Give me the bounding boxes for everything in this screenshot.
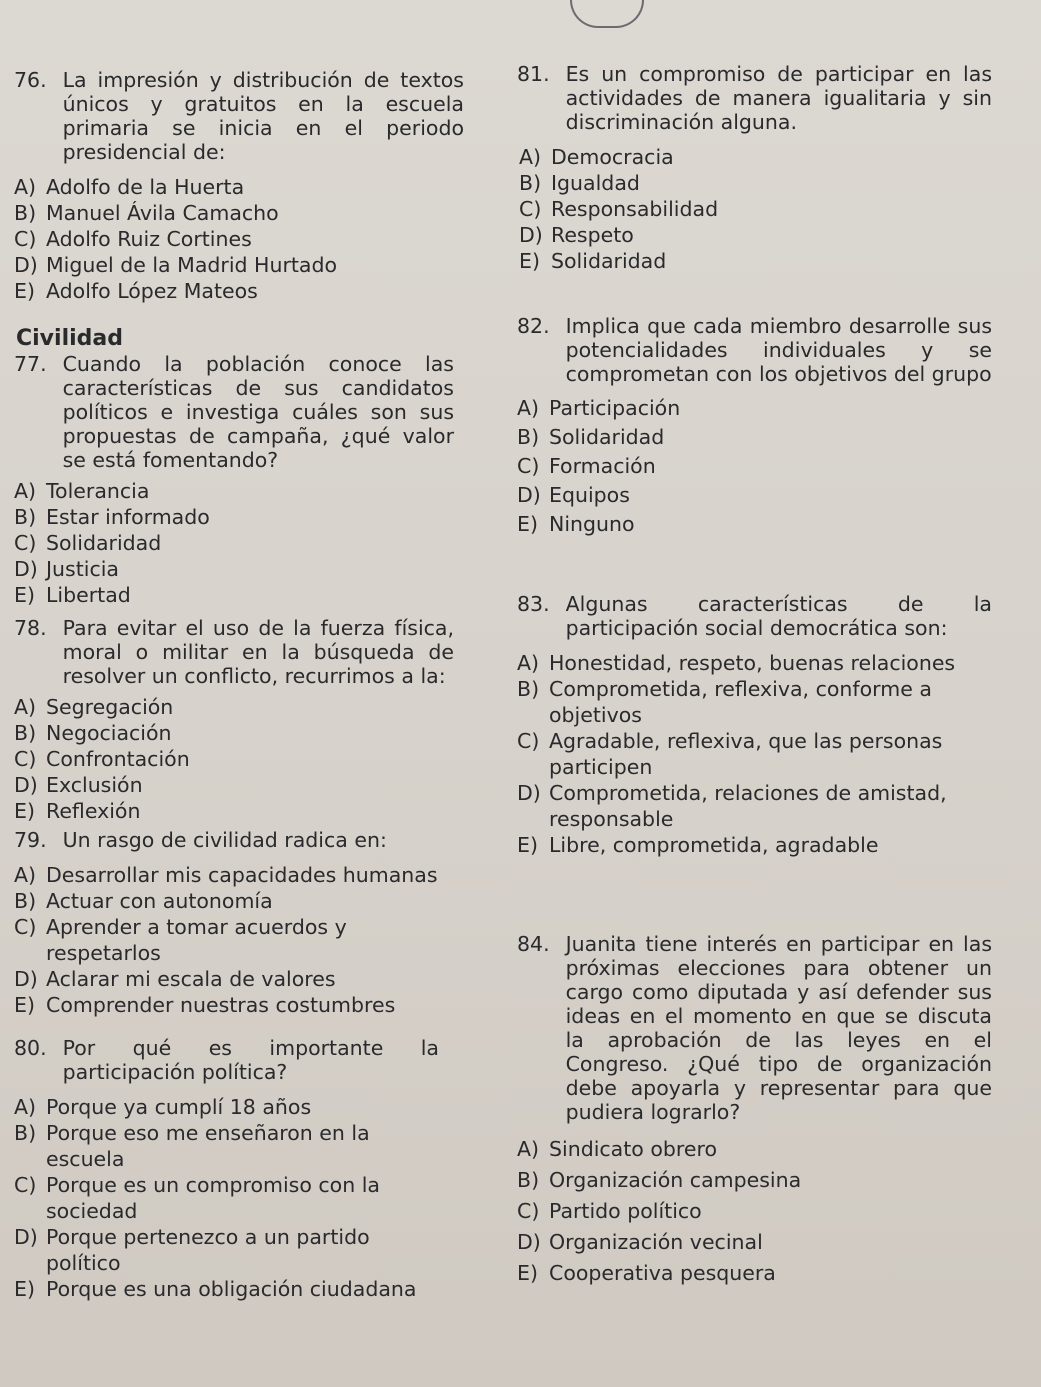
option-e[interactable]: E) Cooperativa pesquera <box>517 1261 776 1285</box>
option-e[interactable]: E) Porque es una obligación ciudadana <box>14 1277 417 1301</box>
options-list <box>14 1094 439 1302</box>
question-text: Juanita tiene interés en participar en las próximas elecciones para obtener un cargo como diputada y así defender sus ideas en el momento en que se discuta la aprobación de las leyes en el Congreso. ¿Qué tipo de organización debe apoyarla y representar para que pudiera lograrlo? <box>565 932 992 1124</box>
option-d[interactable]: D) Justicia <box>14 557 119 581</box>
option-e[interactable]: E) Adolfo López Mateos <box>14 279 258 303</box>
question-79 <box>14 828 454 1018</box>
section-title: Civilidad <box>16 326 123 351</box>
question-77 <box>14 352 454 608</box>
option-a[interactable]: A) Democracia <box>519 145 674 169</box>
question-number: 78. <box>14 616 47 640</box>
pen-scribble <box>570 0 644 28</box>
question-text: Algunas características de la participación social democrática son: <box>565 592 992 640</box>
option-a[interactable]: A) Segregación <box>14 695 174 719</box>
option-e[interactable]: E) Ninguno <box>517 512 635 536</box>
option-c[interactable]: C) Adolfo Ruiz Cortines <box>14 227 252 251</box>
question-stem <box>517 592 992 640</box>
question-stem <box>517 932 992 1124</box>
question-stem <box>517 62 992 134</box>
option-b[interactable]: B) Actuar con autonomía <box>14 889 273 913</box>
option-e[interactable]: E) Libertad <box>14 583 131 607</box>
question-84 <box>517 932 992 1289</box>
option-d[interactable]: D) Organización vecinal <box>517 1230 763 1254</box>
option-c[interactable]: C) Aprender a tomar acuerdos y respetarlos <box>14 915 347 965</box>
question-text: Un rasgo de civilidad radica en: <box>62 828 387 852</box>
question-78 <box>14 616 454 824</box>
option-b[interactable]: B) Manuel Ávila Camacho <box>14 201 279 225</box>
option-b[interactable]: B) Organización campesina <box>517 1168 802 1192</box>
options-list <box>14 174 464 304</box>
option-d[interactable]: D) Respeto <box>519 223 634 247</box>
option-a[interactable]: A) Porque ya cumplí 18 años <box>14 1095 312 1119</box>
option-a[interactable]: A) Desarrollar mis capacidades humanas <box>14 863 438 887</box>
question-number: 80. <box>14 1036 47 1060</box>
option-a[interactable]: A) Honestidad, respeto, buenas relaciones <box>517 651 956 675</box>
option-d[interactable]: D) Exclusión <box>14 773 143 797</box>
option-d[interactable]: D) Porque pertenezco a un partido político <box>14 1225 370 1275</box>
option-d[interactable]: D) Miguel de la Madrid Hurtado <box>14 253 338 277</box>
option-b[interactable]: B) Solidaridad <box>517 425 665 449</box>
question-stem <box>14 828 454 852</box>
options-list <box>14 862 454 1018</box>
options-list <box>519 144 992 274</box>
question-text: La impresión y distribución de textos únicos y gratuitos en la escuela primaria se inicia en el periodo presidencial de: <box>62 68 464 164</box>
question-stem <box>14 1036 439 1084</box>
option-c[interactable]: C) Solidaridad <box>14 531 162 555</box>
question-number: 76. <box>14 68 47 92</box>
options-list <box>517 650 992 858</box>
option-d[interactable]: D) Aclarar mi escala de valores <box>14 967 336 991</box>
option-c[interactable]: C) Porque es un compromiso con la sociedad <box>14 1173 380 1223</box>
question-number: 81. <box>517 62 550 86</box>
question-stem <box>14 68 464 164</box>
question-number: 83. <box>517 592 550 616</box>
question-number: 82. <box>517 314 550 338</box>
option-e[interactable]: E) Solidaridad <box>519 249 667 273</box>
option-c[interactable]: C) Agradable, reflexiva, que las personas participen <box>517 729 943 779</box>
question-text: Para evitar el uso de la fuerza física, moral o militar en la búsqueda de resolver un conflicto, recurrimos a la: <box>62 616 454 688</box>
option-b[interactable]: B) Negociación <box>14 721 172 745</box>
question-text: Por qué es importante la participación política? <box>62 1036 439 1084</box>
question-76 <box>14 68 464 304</box>
question-number: 77. <box>14 352 47 376</box>
question-text: Implica que cada miembro desarrolle sus potencialidades individuales y se comprometan con los objetivos del grupo <box>565 314 992 386</box>
options-list <box>517 1134 992 1289</box>
option-a[interactable]: A) Adolfo de la Huerta <box>14 175 245 199</box>
question-82 <box>517 314 992 539</box>
question-83 <box>517 592 992 858</box>
option-c[interactable]: C) Confrontación <box>14 747 190 771</box>
option-d[interactable]: D) Comprometida, relaciones de amistad, responsable <box>517 781 947 831</box>
option-c[interactable]: C) Responsabilidad <box>519 197 719 221</box>
question-81 <box>517 62 992 274</box>
option-d[interactable]: D) Equipos <box>517 483 630 507</box>
option-b[interactable]: B) Estar informado <box>14 505 210 529</box>
option-b[interactable]: B) Porque eso me enseñaron en la escuela <box>14 1121 370 1171</box>
question-number: 84. <box>517 932 550 956</box>
question-stem <box>14 352 454 472</box>
question-text: Cuando la población conoce las características de sus candidatos políticos e investiga cuáles son sus propuestas de campaña, ¿qué valor se está fomentando? <box>62 352 454 472</box>
question-text: Es un compromiso de participar en las actividades de manera igualitaria y sin discriminación alguna. <box>565 62 992 134</box>
option-b[interactable]: B) Comprometida, reflexiva, conforme a objetivos <box>517 677 932 727</box>
option-e[interactable]: E) Libre, comprometida, agradable <box>517 833 879 857</box>
question-80 <box>14 1036 439 1302</box>
option-e[interactable]: E) Reflexión <box>14 799 141 823</box>
options-list <box>14 694 454 824</box>
question-stem <box>14 616 454 688</box>
options-list <box>14 478 454 608</box>
question-number: 79. <box>14 828 47 852</box>
option-c[interactable]: C) Formación <box>517 454 656 478</box>
option-b[interactable]: B) Igualdad <box>519 171 640 195</box>
option-a[interactable]: A) Sindicato obrero <box>517 1137 718 1161</box>
option-c[interactable]: C) Partido político <box>517 1199 702 1223</box>
option-a[interactable]: A) Participación <box>517 396 681 420</box>
option-a[interactable]: A) Tolerancia <box>14 479 150 503</box>
option-e[interactable]: E) Comprender nuestras costumbres <box>14 993 396 1017</box>
options-list <box>517 394 992 539</box>
question-stem <box>517 314 992 386</box>
